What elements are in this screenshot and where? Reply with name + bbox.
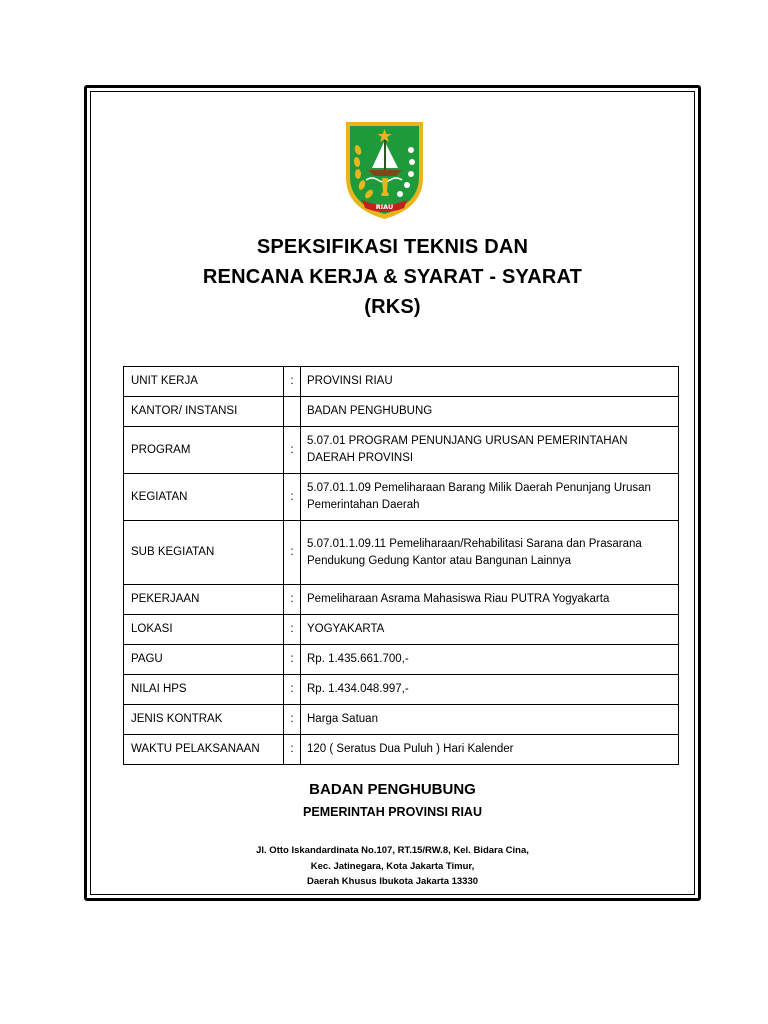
document-title-line-3: (RKS)	[364, 296, 421, 318]
table-row	[124, 367, 679, 397]
row-label: SUB KEGIATAN	[124, 521, 284, 585]
row-label: WAKTU PELAKSANAAN	[124, 735, 284, 765]
document-title-line-2: RENCANA KERJA & SYARAT - SYARAT	[202, 266, 583, 288]
row-value: Pemeliharaan Asrama Mahasiswa Riau PUTRA Yogyakarta	[301, 585, 679, 615]
row-colon: :	[284, 735, 301, 765]
table-row	[124, 397, 679, 427]
row-value: Rp. 1.434.048.997,-	[301, 675, 679, 705]
row-label: LOKASI	[124, 615, 284, 645]
row-value: Rp. 1.435.661.700,-	[301, 645, 679, 675]
row-value: YOGYAKARTA	[301, 615, 679, 645]
row-value: 5.07.01.1.09.11 Pemeliharaan/Rehabilitasi Sarana dan Prasarana Pendukung Gedung Kantor atau Bangunan Lainnya	[301, 521, 679, 585]
row-colon: :	[284, 474, 301, 521]
project-info-table	[123, 366, 679, 765]
row-colon	[284, 397, 301, 427]
row-label: PROGRAM	[124, 427, 284, 474]
row-colon: :	[284, 615, 301, 645]
row-colon: :	[284, 705, 301, 735]
row-colon: :	[284, 367, 301, 397]
footer-organization: BADAN PENGHUBUNG	[309, 781, 476, 798]
emblem-text: RIAU	[375, 203, 394, 211]
row-value: 5.07.01.1.09 Pemeliharaan Barang Milik Daerah Penunjang Urusan Pemerintahan Daerah	[301, 474, 679, 521]
table-row	[124, 585, 679, 615]
table-row	[124, 615, 679, 645]
row-label: PAGU	[124, 645, 284, 675]
row-value: Harga Satuan	[301, 705, 679, 735]
row-label: JENIS KONTRAK	[124, 705, 284, 735]
footer-address-line-2: Kec. Jatinegara, Kota Jakarta Timur,	[310, 861, 475, 872]
row-label: KANTOR/ INSTANSI	[124, 397, 284, 427]
row-colon: :	[284, 645, 301, 675]
table-row	[124, 705, 679, 735]
row-colon: :	[284, 675, 301, 705]
table-row	[124, 645, 679, 675]
table-row	[124, 735, 679, 765]
row-colon: :	[284, 427, 301, 474]
row-label: UNIT KERJA	[124, 367, 284, 397]
row-value: BADAN PENGHUBUNG	[301, 397, 679, 427]
row-label: PEKERJAAN	[124, 585, 284, 615]
row-value: 5.07.01 PROGRAM PENUNJANG URUSAN PEMERINTAHAN DAERAH PROVINSI	[301, 427, 679, 474]
table-row	[124, 427, 679, 474]
table-row	[124, 521, 679, 585]
riau-emblem-icon	[344, 120, 425, 221]
row-label: KEGIATAN	[124, 474, 284, 521]
row-colon: :	[284, 585, 301, 615]
table-row	[124, 675, 679, 705]
footer-address-line-3: Daerah Khusus Ibukota Jakarta 13330	[306, 876, 479, 887]
footer-address-line-1: Jl. Otto Iskandardinata No.107, RT.15/RW.8, Kel. Bidara Cina,	[256, 845, 529, 856]
document-title-line-1: SPEKSIFIKASI TEKNIS DAN	[256, 236, 529, 258]
row-value: PROVINSI RIAU	[301, 367, 679, 397]
footer-government: PEMERINTAH PROVINSI RIAU	[303, 805, 482, 819]
row-colon: :	[284, 521, 301, 585]
table-row	[124, 474, 679, 521]
row-label: NILAI HPS	[124, 675, 284, 705]
row-value: 120 ( Seratus Dua Puluh ) Hari Kalender	[301, 735, 679, 765]
